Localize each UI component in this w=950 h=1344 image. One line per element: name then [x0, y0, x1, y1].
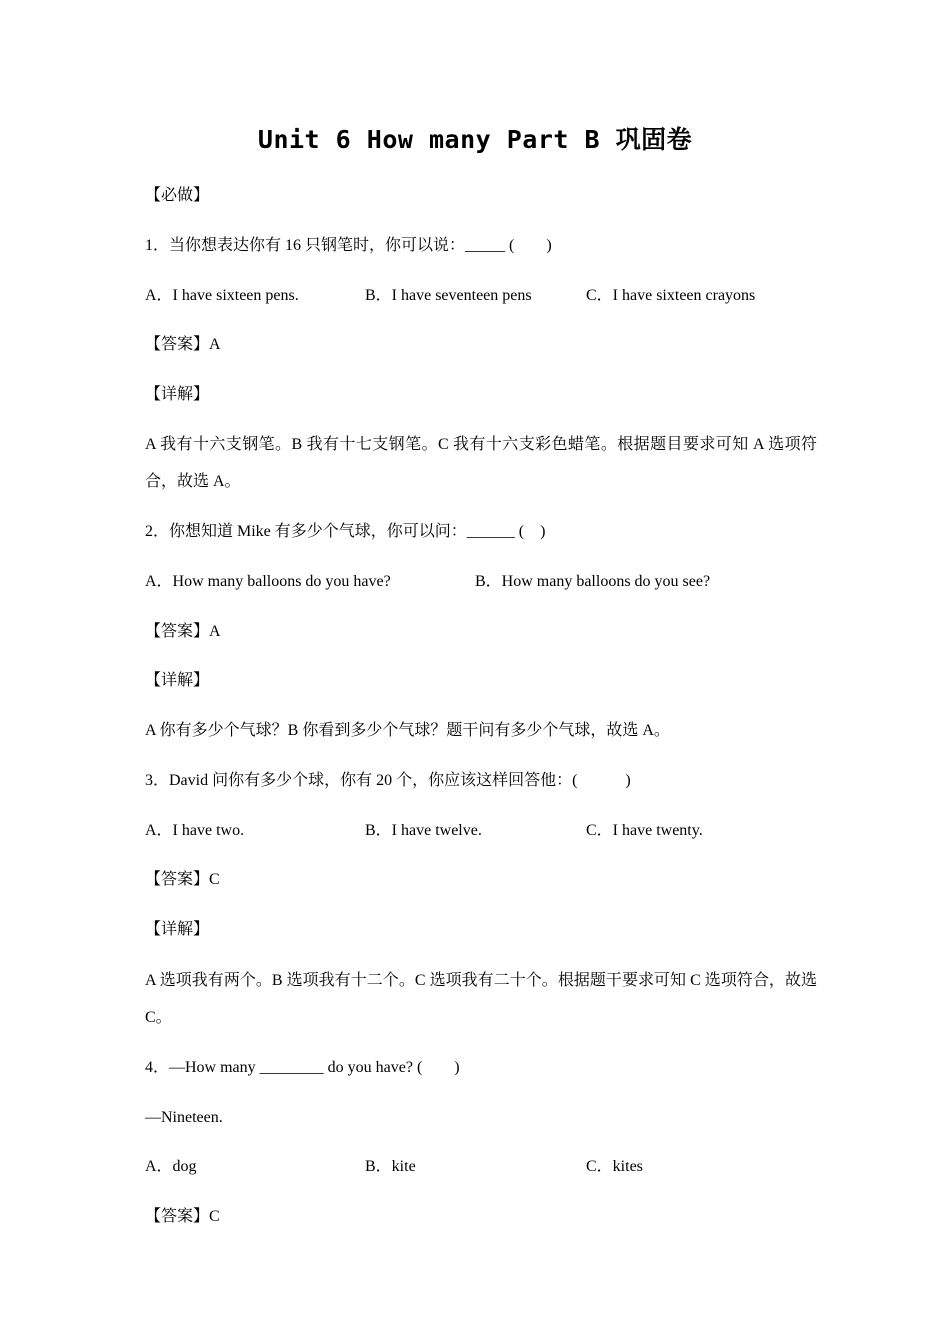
q4-answer: 【答案】C	[145, 1208, 220, 1225]
q1-detail: A 我有十六支钢笔。B 我有十七支钢笔。C 我有十六支彩色蜡笔。根据题目要求可知 A 选项符合，故选 A。	[145, 436, 817, 490]
q3-detail: A 选项我有两个。B 选项我有十二个。C 选项我有二十个。根据题干要求可知 C 选项符合，故选 C。	[145, 972, 817, 1026]
q4-option-a: A．dog	[145, 1158, 197, 1175]
q2-detail-label: 【详解】	[145, 672, 210, 689]
q1-option-b: B．I have seventeen pens	[365, 287, 532, 304]
section-label: 【必做】	[145, 187, 210, 204]
page-title: Unit 6 How many Part B 巩固卷	[257, 125, 693, 154]
question-3: 3．David 问你有多少个球，你有 20 个，你应该这样回答他：( )	[145, 772, 631, 789]
q2-option-b: B．How many balloons do you see?	[475, 573, 711, 590]
q4-option-b: B．kite	[365, 1158, 416, 1175]
question-4: 4．—How many ________ do you have? ( )	[145, 1059, 460, 1076]
q3-option-c: C．I have twenty.	[586, 822, 703, 839]
q2-option-a: A．How many balloons do you have?	[145, 573, 391, 590]
q3-detail-label: 【详解】	[145, 921, 210, 938]
q4-option-c: C．kites	[586, 1158, 643, 1175]
q3-answer: 【答案】C	[145, 871, 220, 888]
q1-option-a: A．I have sixteen pens.	[145, 287, 299, 304]
q3-option-b: B．I have twelve.	[365, 822, 482, 839]
q3-option-a: A．I have two.	[145, 822, 245, 839]
q1-answer: 【答案】A	[145, 336, 221, 353]
question-1: 1．当你想表达你有 16 只钢笔时，你可以说：_____ ( )	[145, 237, 552, 254]
q1-detail-label: 【详解】	[145, 386, 210, 403]
q4-reply: —Nineteen.	[145, 1109, 223, 1126]
q2-answer: 【答案】A	[145, 623, 221, 640]
q1-option-c: C．I have sixteen crayons	[586, 287, 756, 304]
q2-detail: A 你有多少个气球？B 你看到多少个气球？题干问有多少个气球，故选 A。	[145, 722, 670, 739]
question-2: 2．你想知道 Mike 有多少个气球，你可以问：______ ( )	[145, 523, 546, 540]
